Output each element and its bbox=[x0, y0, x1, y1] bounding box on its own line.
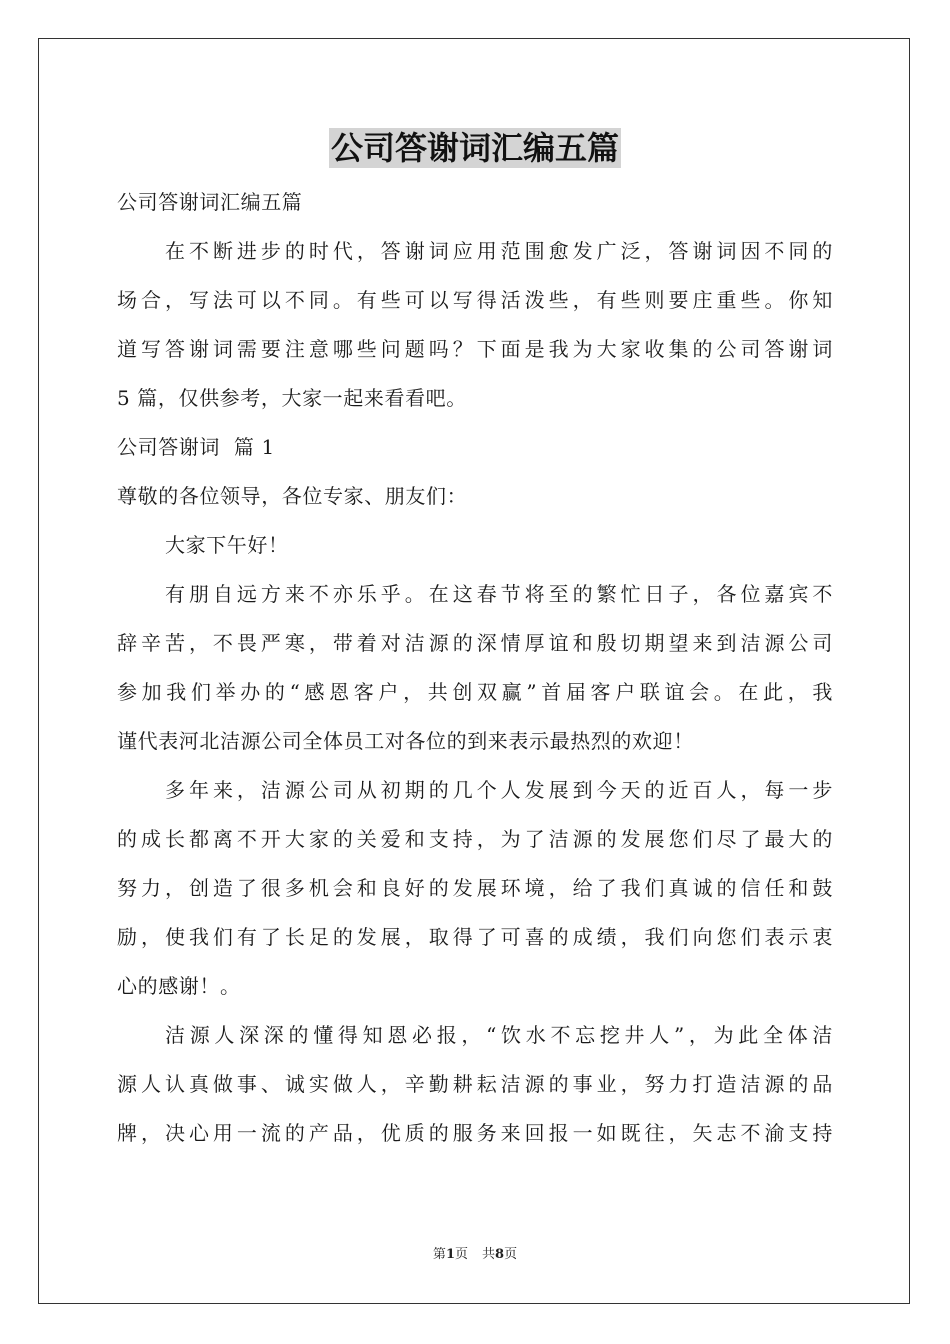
paragraph-line: 辞辛苦，不畏严寒，带着对洁源的深情厚谊和殷切期望来到洁源公司 bbox=[117, 631, 833, 655]
document-subtitle: 公司答谢词汇编五篇 bbox=[117, 190, 303, 214]
paragraph-line: 多年来，洁源公司从初期的几个人发展到今天的近百人，每一步 bbox=[165, 778, 833, 802]
paragraph-line: 谨代表河北洁源公司全体员工对各位的到来表示最热烈的欢迎！ bbox=[117, 729, 694, 753]
page-number: 1 bbox=[445, 1247, 455, 1262]
paragraph-line: 努力，创造了很多机会和良好的发展环境，给了我们真诚的信任和鼓 bbox=[117, 876, 833, 900]
total-prefix: 共 bbox=[482, 1247, 496, 1262]
title-area bbox=[0, 128, 950, 168]
paragraph-line: 的成长都离不开大家的关爱和支持，为了洁源的发展您们尽了最大的 bbox=[117, 827, 833, 851]
total-pages: 8 bbox=[495, 1247, 505, 1262]
paragraph-line: 牌，决心用一流的产品，优质的服务来回报一如既往，矢志不渝支持 bbox=[117, 1121, 833, 1145]
page-footer bbox=[0, 1246, 950, 1264]
total-suffix: 页 bbox=[504, 1247, 518, 1262]
page-suffix: 页 bbox=[454, 1247, 468, 1262]
intro-line: 道写答谢词需要注意哪些问题吗？下面是我为大家收集的公司答谢词 bbox=[117, 337, 833, 361]
paragraph-line: 源人认真做事、诚实做人，辛勤耕耘洁源的事业，努力打造洁源的品 bbox=[117, 1072, 833, 1096]
intro-line: 在不断进步的时代，答谢词应用范围愈发广泛，答谢词因不同的 bbox=[165, 239, 833, 263]
greeting: 大家下午好！ bbox=[165, 533, 289, 557]
paragraph-line: 参加我们举办的“感恩客户，共创双赢”首届客户联谊会。在此，我 bbox=[117, 680, 833, 704]
section-heading: 公司答谢词 篇 1 bbox=[117, 435, 275, 459]
paragraph-line: 励，使我们有了长足的发展，取得了可喜的成绩，我们向您们表示衷 bbox=[117, 925, 833, 949]
document-title: 公司答谢词汇编五篇 bbox=[330, 129, 619, 167]
intro-line: 场合，写法可以不同。有些可以写得活泼些，有些则要庄重些。你知 bbox=[117, 288, 833, 312]
salutation: 尊敬的各位领导，各位专家、朋友们： bbox=[117, 484, 468, 508]
paragraph-line: 洁源人深深的懂得知恩必报，“饮水不忘挖井人”，为此全体洁 bbox=[165, 1023, 833, 1047]
document-body bbox=[117, 178, 833, 1158]
intro-line: 5 篇，仅供参考，大家一起来看看吧。 bbox=[117, 386, 467, 410]
page-prefix: 第 bbox=[432, 1247, 446, 1262]
paragraph-line: 有朋自远方来不亦乐乎。在这春节将至的繁忙日子，各位嘉宾不 bbox=[165, 582, 833, 606]
paragraph-line: 心的感谢！。 bbox=[117, 974, 241, 998]
